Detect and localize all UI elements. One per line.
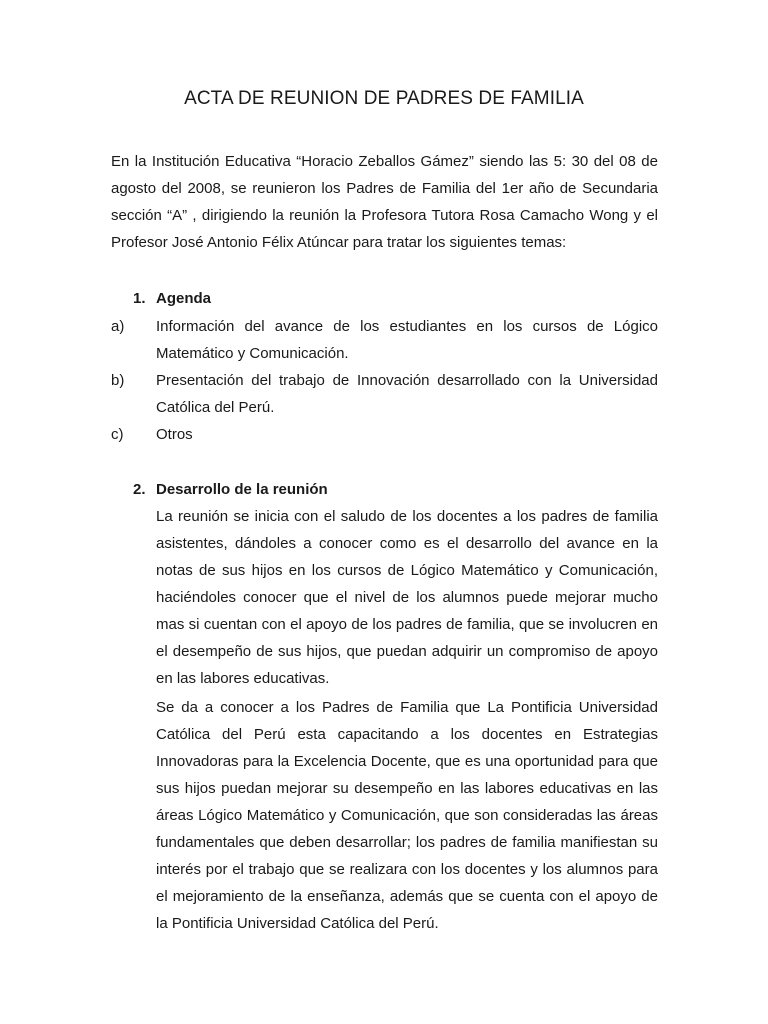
body-paragraph: La reunión se inicia con el saludo de los docentes a los padres de familia asistentes, dándoles a conocer como es el desarrollo del avance en la notas de sus hijos en los cursos de Lógico Matemático y Comunicación, haciéndoles conocer que el nivel de los alumnos puede mejorar mucho mas si cuentan con el apoyo de los padres de familia, que se involucren en el desempeño de sus hijos, que puedan adquirir un compromiso de apoyo en las labores educativas. <box>156 508 658 687</box>
section-number: 1. <box>133 290 146 307</box>
agenda-item <box>111 421 658 448</box>
section-title: Agenda <box>156 290 212 307</box>
document-title: ACTA DE REUNION DE PADRES DE FAMILIA <box>184 88 584 109</box>
agenda-item <box>111 313 658 367</box>
agenda-item-text: Información del avance de los estudiantes en los cursos de Lógico Matemático y Comunicación. <box>156 318 658 362</box>
agenda-item-text: Presentación del trabajo de Innovación desarrollado con la Universidad Católica del Perú. <box>156 372 658 416</box>
body-paragraph: Se da a conocer a los Padres de Familia que La Pontificia Universidad Católica del Perú esta capacitando a los docentes en Estrategias Innovadoras para la Excelencia Docente, que es una oportunidad para que sus hijos puedan mejorar su desempeño en las labores educativas en las áreas Lógico Matemático y Comunicación, que son consideradas las áreas fundamentales que deben desarrollar; los padres de familia manifiestan su interés por el trabajo que se realizara con los docentes y los alumnos para el mejoramiento de la enseñanza, además que se cuenta con el apoyo de la Pontificia Universidad Católica del Perú. <box>156 699 658 932</box>
intro-paragraph: En la Institución Educativa “Horacio Zeballos Gámez” siendo las 5: 30 del 08 de agosto del 2008, se reunieron los Padres de Familia del 1er año de Secundaria sección “A” , dirigiendo la reunión la Profesora Tutora Rosa Camacho Wong y el Profesor José Antonio Félix Atúncar para tratar los siguientes temas: <box>111 153 658 251</box>
section-title: Desarrollo de la reunión <box>156 481 328 498</box>
section-number: 2. <box>133 481 146 498</box>
agenda-item-letter: c) <box>111 426 124 443</box>
agenda-item-letter: a) <box>111 318 125 335</box>
agenda-item <box>111 367 658 421</box>
agenda-item-letter: b) <box>111 372 125 389</box>
agenda-item-text: Otros <box>156 426 193 443</box>
